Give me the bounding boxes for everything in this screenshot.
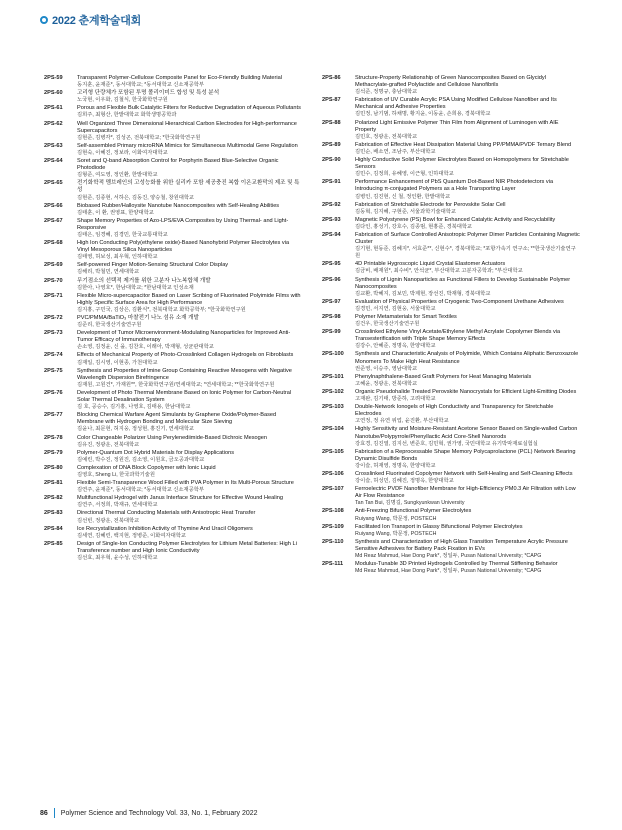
entry-body bbox=[355, 142, 580, 156]
entry-body bbox=[355, 449, 580, 470]
abstract-entry bbox=[44, 121, 302, 142]
entry-title: Performance Enhancement of PbS Quantum Dot-Based NIR Photodetectors via Introducing π-conjugated Polymers as a Hole Transporting Layer bbox=[355, 179, 554, 193]
entry-authors: 고혜윤, 정광운, 전북대학교 bbox=[355, 380, 418, 387]
entry-id: 2PS-78 bbox=[44, 434, 63, 441]
abstract-entry bbox=[44, 75, 302, 89]
entry-title: Facilitated Ion Transport in Glassy Bifunctional Polymer Electrolytes bbox=[355, 523, 523, 530]
entry-authors: 김태훈, 이 환, 권영표, 한양대학교 bbox=[77, 209, 154, 216]
entry-id: 2PS-71 bbox=[44, 292, 63, 299]
entry-body bbox=[355, 486, 580, 507]
entry-title: Structure-Property Relationship of Green Nanocomposites Based on Glycidyl Methacrylate-grafted Polylactide and Cellulose Nanofibrils bbox=[355, 75, 546, 89]
entry-authors: 김현준, 김병각*, 김성곤, 전북대학교; *한국화학연구원 bbox=[77, 134, 201, 141]
entry-body bbox=[355, 157, 580, 178]
abstract-entry bbox=[44, 218, 302, 239]
entry-authors: 김선효, 최우혁, 윤수성, 인하대학교 bbox=[77, 555, 158, 561]
entry-title: Multifunctional Hydrogel with Janus Interface Structure for Effective Wound Healing bbox=[77, 495, 283, 502]
entry-id: 2PS-101 bbox=[322, 373, 344, 380]
entry-body bbox=[77, 218, 302, 239]
entry-id: 2PS-103 bbox=[322, 404, 344, 411]
entry-body bbox=[355, 97, 580, 118]
entry-title: Flexible Micro-supercapacitor Based on Laser Scribing of Fluorinated Polyimide Films with Highly Specific Surface Area for High Performance bbox=[77, 292, 301, 306]
entry-authors: 강이슬, 허성민, 김혜진, 정명옥, 한양대학교 bbox=[355, 478, 454, 485]
entry-id: 2PS-59 bbox=[44, 75, 63, 81]
entry-title: Effects of Mechanical Property of Photo-Crosslinked Collagen Hydrogels on Fibroblasts bbox=[77, 352, 294, 359]
entry-title: Ferroelectric PVDF Nanofiber Membrane for High-Efficiency PM0.3 Air Filtration with Low Air Flow Resistance bbox=[355, 486, 576, 500]
abstract-entry bbox=[322, 329, 580, 350]
abstract-entry bbox=[44, 435, 302, 449]
abstract-entry bbox=[44, 143, 302, 157]
entry-authors: 김형준, 여도영, 정인환, 한밭대학교 bbox=[77, 172, 158, 179]
entry-id: 2PS-109 bbox=[322, 523, 344, 530]
abstract-entry bbox=[322, 97, 580, 118]
entry-authors: Md Reaz Mahmud, Hae Dong Park*, 정일두, Pusan National University; *CAPG bbox=[355, 553, 542, 559]
page-number: 86 bbox=[40, 809, 48, 817]
entry-body bbox=[77, 293, 302, 314]
entry-title: Fabrication of UV Curable Acrylic PSA Using Modified Cellulose Nanofiber and Its Mechanical and Adhesive Properties bbox=[355, 97, 557, 111]
entry-body bbox=[77, 121, 302, 142]
entry-title: Synthesis and Properties of Imine Group Containing Reactive Mesogens with Negative Wavelength Dispersion Birefringence bbox=[77, 367, 292, 381]
entry-id: 2PS-75 bbox=[44, 367, 63, 374]
entry-authors: 김교환, 박혜지, 김보민, 박제현, 장선진, 박재형, 경북대학교 bbox=[355, 290, 491, 297]
entry-id: 2PS-73 bbox=[44, 330, 63, 337]
entry-id: 2PS-92 bbox=[322, 201, 341, 208]
entry-authors: 김기현, 현동준, 김혜지*, 서효준**, 신현수*, 경북대학교; *포항가속기 연구소; **한국생산기술연구원 bbox=[355, 246, 576, 260]
entry-body bbox=[355, 277, 580, 298]
abstract-entry bbox=[44, 240, 302, 261]
header-title: 2022 춘계학술대회 bbox=[52, 15, 142, 27]
entry-title: Blocking Chemical Warfare Agent Simulants by Graphene Oxide/Polymer-Based Membrane with Hydrogen Bonding and Molecular Size Sieving bbox=[77, 412, 277, 426]
entry-title: Double-Network Ionogels of High Conductivity and Transparency for Stretchable Electrodes bbox=[355, 404, 554, 418]
entry-body bbox=[77, 412, 302, 433]
abstract-entry bbox=[44, 390, 302, 411]
entry-title: Phenylnaphthalene-Based Graft Polymers for Heat Managing Materials bbox=[355, 373, 532, 380]
entry-authors: 김희주, 최형산, 한밭대학교 화학생명공학과 bbox=[77, 112, 177, 119]
abstract-entry bbox=[322, 404, 580, 425]
entry-id: 2PS-70 bbox=[44, 277, 63, 284]
entry-body bbox=[355, 202, 580, 216]
entry-authors: 김태영, 허보성, 최우혁, 인하대학교 bbox=[77, 254, 158, 261]
abstract-entry bbox=[322, 471, 580, 485]
entry-id: 2PS-96 bbox=[322, 276, 341, 283]
entry-id: 2PS-60 bbox=[44, 90, 63, 97]
entry-body bbox=[77, 330, 302, 351]
abstract-entry bbox=[322, 277, 580, 298]
entry-title: 고리형 단량체가 포함된 투명 폴리이미드 합성 및 특성 분석 bbox=[77, 90, 220, 97]
entry-body bbox=[77, 352, 302, 366]
entry-body bbox=[77, 541, 302, 562]
entry-authors: 강효경, 김진열, 김지선, 변준호, 김민혁, 권가영, 국민대학교 유기박막재료실험실 bbox=[355, 440, 538, 447]
entry-body bbox=[77, 203, 302, 217]
entry-id: 2PS-83 bbox=[44, 510, 63, 517]
entry-title: 무기점소의 선택적 제거를 위한 고분자 나노복합체 개발 bbox=[77, 277, 211, 284]
left-column bbox=[44, 75, 302, 563]
entry-authors: 손소영, 김정윤, 신 을, 김찬호, 이래아, 박재형, 성균관대학교 bbox=[77, 344, 214, 351]
entry-body bbox=[355, 426, 580, 447]
abstract-entry bbox=[44, 278, 302, 292]
entry-title: Synthesis of Lignin Nanoparticles as Functional Fillers to Develop Sustainable Polymer Nanocomposites bbox=[355, 276, 571, 290]
entry-title: Design of Single-Ion Conducting Polymer Electrolytes for Lithium Metal Batteries: High Li Transference number and High Ionic Conductivity bbox=[77, 540, 297, 554]
entry-authors: 노국현, 이우화, 김철식, 한국화학연구원 bbox=[77, 97, 168, 104]
abstract-entry bbox=[44, 480, 302, 494]
entry-id: 2PS-63 bbox=[44, 142, 63, 149]
entry-authors: Ruiyang Wang, 박문정, POSTECH bbox=[355, 530, 437, 537]
entry-id: 2PS-106 bbox=[322, 470, 344, 477]
abstract-entry bbox=[322, 157, 580, 178]
entry-body bbox=[77, 495, 302, 509]
entry-body bbox=[355, 374, 580, 388]
entry-body bbox=[77, 90, 302, 104]
entry-title: Magnetic Polystyrene (PS) Bowl for Enhanced Catalytic Activity and Recyclability bbox=[355, 216, 556, 223]
abstract-entry bbox=[322, 232, 580, 260]
entry-id: 2PS-105 bbox=[322, 448, 344, 455]
entry-id: 2PS-95 bbox=[322, 261, 341, 268]
entry-authors: 김세연, 김혜린, 백지현, 정병준, 이화여자대학교 bbox=[77, 532, 186, 539]
entry-id: 2PS-67 bbox=[44, 217, 63, 224]
entry-id: 2PS-88 bbox=[322, 119, 341, 126]
entry-title: Evaluation of Physical Properties of Cryogenic Two-Component Urethane Adhesives bbox=[355, 298, 564, 305]
abstract-entry bbox=[322, 261, 580, 275]
entry-id: 2PS-93 bbox=[322, 216, 341, 223]
entry-title: Crosslinked Fluorinated Copolymer Network with Self-Healing and Self-Cleaning Effects bbox=[355, 470, 573, 477]
entry-id: 2PS-108 bbox=[322, 508, 344, 515]
entry-title: PVC/PMMA/BaTiO₃ 마찰전기 나노 섬유 소재 개발 bbox=[77, 315, 199, 321]
entry-authors: 김태은, 임경혜, 김경민, 한국교통대학교 bbox=[77, 231, 168, 238]
entry-body bbox=[355, 314, 580, 328]
entry-authors: Md Reaz Mahmud, Hae Dong Park*, 정일두, Pusan National University; *CAPG bbox=[355, 568, 542, 575]
abstract-entry bbox=[322, 120, 580, 141]
entry-title: Polarized Light Emissive Polymer Thin Film from Alignment of Luminogen with AIE Property bbox=[355, 119, 559, 133]
entry-id: 2PS-65 bbox=[44, 180, 63, 187]
entry-title: Transparent Polymer-Cellulose Composite Panel for Eco-Friendly Building Material bbox=[77, 75, 282, 81]
entry-id: 2PS-74 bbox=[44, 352, 63, 359]
entry-body bbox=[355, 389, 580, 403]
entry-body bbox=[355, 232, 580, 260]
entry-title: Directional Thermal Conducting Materials with Anisotropic Heat Transfer bbox=[77, 510, 256, 517]
entry-id: 2PS-81 bbox=[44, 480, 63, 487]
entry-authors: 김선빈, 정광운, 전북대학교 bbox=[77, 517, 140, 524]
abstract-entry bbox=[322, 314, 580, 328]
entry-authors: 김민순, 배소연, 조남주, 부산대학교 bbox=[355, 148, 436, 155]
entry-authors: 김재일, 김시영, 이현종, 가천대학교 bbox=[77, 359, 158, 366]
entry-authors: 김민수, 김정희, 유혜영, 이근형, 인하대학교 bbox=[355, 171, 454, 178]
entry-id: 2PS-97 bbox=[322, 298, 341, 305]
abstract-entry bbox=[322, 202, 580, 216]
entry-title: Color Changeable Polarizer Using Perylenediimide-Based Dichroic Mesogen bbox=[77, 434, 267, 441]
entry-authors: 김준리, 한국생산기술연구원 bbox=[77, 322, 142, 329]
entry-id: 2PS-100 bbox=[322, 351, 344, 358]
entry-body bbox=[355, 561, 580, 575]
abstract-entry bbox=[44, 352, 302, 366]
page-footer bbox=[40, 808, 258, 818]
entry-body bbox=[355, 404, 580, 425]
entry-id: 2PS-64 bbox=[44, 158, 63, 165]
entry-authors: 김건우, 한국생산기술연구원 bbox=[355, 321, 420, 328]
entry-authors: 김 호, 공승수, 김기홍, 나영호, 김태용, 한남대학교 bbox=[77, 404, 191, 411]
abstract-entry bbox=[44, 465, 302, 479]
entry-id: 2PS-110 bbox=[322, 538, 344, 545]
entry-id: 2PS-94 bbox=[322, 231, 341, 238]
entry-title: Anti-Freezing Bifunctional Polymer Electrolytes bbox=[355, 508, 472, 515]
entry-id: 2PS-72 bbox=[44, 315, 63, 321]
entry-title: Well Organized Three Dimensional Hierarchical Carbon Electrodes for High-performance Supercapacitors bbox=[77, 120, 297, 134]
entry-authors: 강이슬, 허재영, 정명옥, 한양대학교 bbox=[355, 462, 436, 469]
circle-bullet-icon bbox=[40, 16, 48, 24]
entry-title: Soret and Q-band Absorption Control for Porphyrin Based Blue-Selective Organic Photodiode bbox=[77, 158, 279, 172]
entry-title: Polymer Metamaterials for Smart Textiles bbox=[355, 314, 457, 320]
abstract-entry bbox=[322, 449, 580, 470]
entry-id: 2PS-87 bbox=[322, 97, 341, 104]
entry-id: 2PS-91 bbox=[322, 179, 341, 186]
entry-id: 2PS-80 bbox=[44, 464, 63, 471]
entry-title: Fabrication of Effective Heat Dissipation Material Using PP/PMMA/PVDF Ternary Blend bbox=[355, 141, 572, 148]
entry-authors: Tan Tan Bui, 김명길, Sungkyunkwan University bbox=[355, 500, 465, 507]
entry-body bbox=[77, 390, 302, 411]
entry-body bbox=[77, 510, 302, 524]
entry-title: Porous and Flexible Bulk Catalytic Filters for Reductive Degradation of Aqueous Pollutants bbox=[77, 105, 301, 112]
entry-body bbox=[355, 351, 580, 372]
entry-authors: 김강수, 안혜준, 정명옥, 한양대학교 bbox=[355, 343, 436, 350]
abstract-entry bbox=[322, 508, 580, 522]
entry-body bbox=[77, 435, 302, 449]
entry-authors: 김윤나, 최문현, 허지웅, 정성현, 홍진기, 연세대학교 bbox=[77, 426, 195, 433]
entry-title: Self-assembled Primary microRNA Mimics for Simultaneous Multimodal Gene Regulation bbox=[77, 142, 298, 149]
entry-id: 2PS-82 bbox=[44, 495, 63, 502]
entry-title: Highly Sensitivity and Moisture-Resistant Acetone Sensor Based on Single-walled Carbon Nanotube/Polypyrrole/Phenyllactic Acid Core-Shell Nanorods bbox=[355, 426, 578, 440]
entry-id: 2PS-69 bbox=[44, 262, 63, 269]
entry-authors: 김경민, 서지연, 김현웅, 서울대학교 bbox=[355, 305, 436, 312]
abstract-entry bbox=[322, 561, 580, 575]
entry-body bbox=[355, 471, 580, 485]
abstract-entry bbox=[322, 179, 580, 200]
abstract-entry bbox=[44, 262, 302, 276]
abstract-entry bbox=[322, 524, 580, 538]
entry-body bbox=[355, 217, 580, 231]
abstract-entry bbox=[44, 180, 302, 201]
entry-authors: 김다인, 홍성기, 강호수, 김종범, 현홍준, 경북대학교 bbox=[355, 223, 473, 230]
entry-authors: 김영호, Sheng Li, 한국과학기술원 bbox=[77, 471, 155, 478]
entry-body bbox=[77, 143, 302, 157]
entry-body bbox=[77, 480, 302, 494]
journal-citation: Polymer Science and Technology Vol. 33, No. 1, February 2022 bbox=[60, 809, 258, 817]
entry-body bbox=[77, 450, 302, 464]
entry-title: Modulus-Tunable 3D Printed Hydrogels Controlled by Thermal Stiffening Behavior bbox=[355, 561, 558, 568]
abstract-entry bbox=[322, 142, 580, 156]
entry-title: Complexation of DNA Block Copolymer with Ionic Liquid bbox=[77, 464, 216, 471]
entry-body bbox=[77, 240, 302, 261]
entry-authors: 김동혁, 김지혜, 구현준, 서울과학기술대학교 bbox=[355, 208, 456, 215]
entry-body bbox=[77, 315, 302, 329]
entry-title: Highly Conductive Solid Polymer Electrolytes Based on Homopolymers for Stretchable Sensors bbox=[355, 157, 569, 171]
abstract-entry bbox=[44, 541, 302, 562]
entry-id: 2PS-90 bbox=[322, 157, 341, 164]
entry-id: 2PS-61 bbox=[44, 105, 63, 112]
entry-title: Crosslinked Ethylene Vinyl Acetate/Ethylene Methyl Acrylate Copolymer Blends via Transesterification with Triple Shape Memory Effects bbox=[355, 329, 561, 343]
entry-authors: 김예린, 박수진, 정원진, 김소영, 이원호, 금오공과대학교 bbox=[77, 456, 205, 463]
abstract-entry bbox=[322, 426, 580, 447]
entry-authors: Ruiyang Wang, 박문정, POSTECH bbox=[355, 515, 437, 522]
entry-title: Fabrication of a Reprocessable Shape Memory Polycaprolactone (PCL) Network Bearing Dynamic Disulfide Bonds bbox=[355, 448, 576, 462]
entry-authors: 김석준, 정명규, 충남대학교 bbox=[355, 89, 418, 96]
entry-title: Shape Memory Properties of Azo-LPS/EVA Composites by Using Thermal- and Light-Responsive bbox=[77, 217, 289, 231]
right-column bbox=[322, 75, 580, 576]
abstract-entry bbox=[44, 293, 302, 314]
entry-body bbox=[77, 278, 302, 292]
entry-authors: 김재원, 고원건*, 가재원**, 한국화학연구원/연세대학교; *연세대학교; **한국화학연구원 bbox=[77, 381, 275, 388]
entry-title: Synthesis and Characterization of High Glass Transition Temperature Acrylic Pressure Sensitive Adhesives for Battery Pack Fixation in EVs bbox=[355, 538, 568, 552]
abstract-entry bbox=[44, 90, 302, 104]
entry-authors: 김지홍, 구민국, 김상은, 김환식*, 전북대학교 화학공학부; *한국화학연구원 bbox=[77, 306, 246, 313]
entry-id: 2PS-107 bbox=[322, 486, 344, 493]
entry-id: 2PS-66 bbox=[44, 202, 63, 209]
entry-title: Biobased Rubber/Halloysite Nanotube Nanocomposites with Self-Healing Abilities bbox=[77, 202, 280, 209]
entry-title: Flexible Semi-Transparence Wood Filled with PVA Polymer in Its Multi-Porous Structure bbox=[77, 480, 294, 487]
entry-authors: 김금비, 배재원*, 최수비*, 안석균*, 부산대학교 고분자공학과; *부산대학교 bbox=[355, 268, 523, 275]
entry-authors: 권준영, 이승주, 영남대학교 bbox=[355, 365, 418, 372]
entry-authors: 김민정, 남기범, 하채명, 황지윤, 이동윤, 손희용, 경북대학교 bbox=[355, 111, 491, 118]
entry-id: 2PS-86 bbox=[322, 75, 341, 81]
entry-body bbox=[355, 299, 580, 313]
abstract-entry bbox=[322, 389, 580, 403]
abstract-entry bbox=[44, 330, 302, 351]
entry-id: 2PS-77 bbox=[44, 412, 63, 419]
entry-id: 2PS-104 bbox=[322, 426, 344, 433]
entry-id: 2PS-79 bbox=[44, 449, 63, 456]
entry-authors: 김유진, 정광운, 전북대학교 bbox=[77, 441, 140, 448]
entry-title: 4D Printable Hygroscopic Liquid Crystal Elastomer Actuators bbox=[355, 261, 506, 268]
entry-authors: 김현숙, 이혜진, 정보라, 이화여자대학교 bbox=[77, 149, 168, 156]
entry-title: Ice Recrystallization Inhibition Activity of Thymine And Uracil Oligomers bbox=[77, 525, 253, 532]
entry-title: Organic Pseudohalide Treated Perovskite Nanocrystals for Efficient Light-Emitting Diodes bbox=[355, 388, 577, 395]
abstract-entry bbox=[44, 510, 302, 524]
page-header bbox=[40, 12, 141, 28]
entry-id: 2PS-98 bbox=[322, 314, 341, 320]
abstract-entry bbox=[322, 539, 580, 560]
abstract-entry bbox=[44, 158, 302, 179]
entry-authors: 김한아, 나영호*, 한남대학교; *한남대학교 인성소재 bbox=[77, 284, 194, 291]
footer-divider bbox=[54, 808, 55, 818]
entry-body bbox=[355, 539, 580, 560]
abstract-entry bbox=[44, 315, 302, 329]
entry-id: 2PS-62 bbox=[44, 120, 63, 127]
entry-body bbox=[77, 465, 302, 479]
entry-body bbox=[355, 120, 580, 141]
abstract-entry bbox=[44, 495, 302, 509]
entry-title: High Ion Conducting Poly(ethylene oxide)-Based Nanohybrid Polymer Electrolytes via Vinyl Mesoporous Silica Nanoparticles bbox=[77, 240, 290, 254]
abstract-entry bbox=[322, 217, 580, 231]
entry-body bbox=[77, 105, 302, 119]
entry-authors: 김병인, 김진현, 신 철, 정인환, 한밭대학교 bbox=[355, 193, 451, 200]
entry-title: Synthesis and Characteristic Analysis of Polyimide, Which Contains Aliphatic Benzoxazole Monomers To Make High Heat Resistance bbox=[355, 351, 579, 365]
entry-body bbox=[77, 75, 302, 89]
entry-title: Fabrication of Stretchable Electrode for Perovskite Solar Cell bbox=[355, 201, 506, 208]
abstract-entry bbox=[322, 75, 580, 96]
abstract-entry bbox=[44, 105, 302, 119]
abstract-entry bbox=[322, 351, 580, 372]
entry-body bbox=[355, 524, 580, 538]
entry-title: Development of Photo Thermal Membrane Based on Ionic Polymer for Carbon-Neutral Solar Thermal Desalination System bbox=[77, 389, 292, 404]
entry-body bbox=[355, 261, 580, 275]
entry-body bbox=[355, 179, 580, 200]
entry-title: Polymer-Quantum Dot Hybrid Materials for Display Applications bbox=[77, 449, 234, 456]
entry-authors: 김연주, 윤재준*, 동서대학교; *동서대학교 신소재공학부 bbox=[77, 487, 204, 494]
entry-body bbox=[77, 368, 302, 389]
abstract-entry bbox=[44, 450, 302, 464]
entry-id: 2PS-102 bbox=[322, 388, 344, 395]
entry-body bbox=[355, 508, 580, 522]
abstract-entry bbox=[44, 368, 302, 389]
entry-title: Self-powered Finger Motion-Sensing Structural Color Display bbox=[77, 262, 229, 269]
entry-body bbox=[77, 262, 302, 276]
entry-body bbox=[355, 75, 580, 96]
entry-title: 전기화학적 멤브레인의 고성능화를 위한 실리카 포함 세공충진 복합 이온교환막의 제조 및 특성 bbox=[77, 180, 300, 194]
abstract-entry bbox=[322, 374, 580, 388]
abstract-entry bbox=[44, 412, 302, 433]
entry-authors: 고연정, 정 유연 위업, 윤진환, 부산대학교 bbox=[355, 418, 449, 425]
entry-body bbox=[77, 158, 302, 179]
entry-authors: 고재완, 김기태, 방준하, 고려대학교 bbox=[355, 396, 436, 403]
entry-authors: 김연주, 서정희, 박재규, 연세대학교 bbox=[77, 502, 158, 509]
entry-body bbox=[77, 180, 302, 201]
entry-id: 2PS-84 bbox=[44, 525, 63, 532]
entry-title: Development of Tumor Microenvironment-Modulating Nanoparticles for Improved Anti-Tumor Efficacy of Immunotherapy bbox=[77, 330, 291, 344]
entry-id: 2PS-68 bbox=[44, 240, 63, 247]
entry-id: 2PS-85 bbox=[44, 540, 63, 547]
entry-authors: 동지훈, 윤재준*, 동서대학교; *동서대학교 신소재공학부 bbox=[77, 82, 204, 89]
entry-id: 2PS-76 bbox=[44, 389, 63, 396]
abstract-entry bbox=[322, 486, 580, 507]
abstract-entry bbox=[44, 203, 302, 217]
entry-title: Fabrication of Surface Controlled Anisotropic Polymer Dimer Particles Containing Magnetic Cluster bbox=[355, 231, 580, 246]
entry-authors: 김민호, 정광운, 전북대학교 bbox=[355, 133, 418, 140]
entry-body bbox=[355, 329, 580, 350]
entry-authors: 김현준, 김종현, 서하은, 김동진, 양승철, 창원대학교 bbox=[77, 194, 195, 201]
abstract-entry bbox=[44, 526, 302, 540]
entry-id: 2PS-111 bbox=[322, 561, 344, 568]
entry-authors: 김해리, 박철민, 연세대학교 bbox=[77, 269, 140, 276]
entry-id: 2PS-89 bbox=[322, 141, 341, 148]
abstract-entry bbox=[322, 299, 580, 313]
entry-body bbox=[77, 526, 302, 540]
entry-id: 2PS-99 bbox=[322, 329, 341, 336]
